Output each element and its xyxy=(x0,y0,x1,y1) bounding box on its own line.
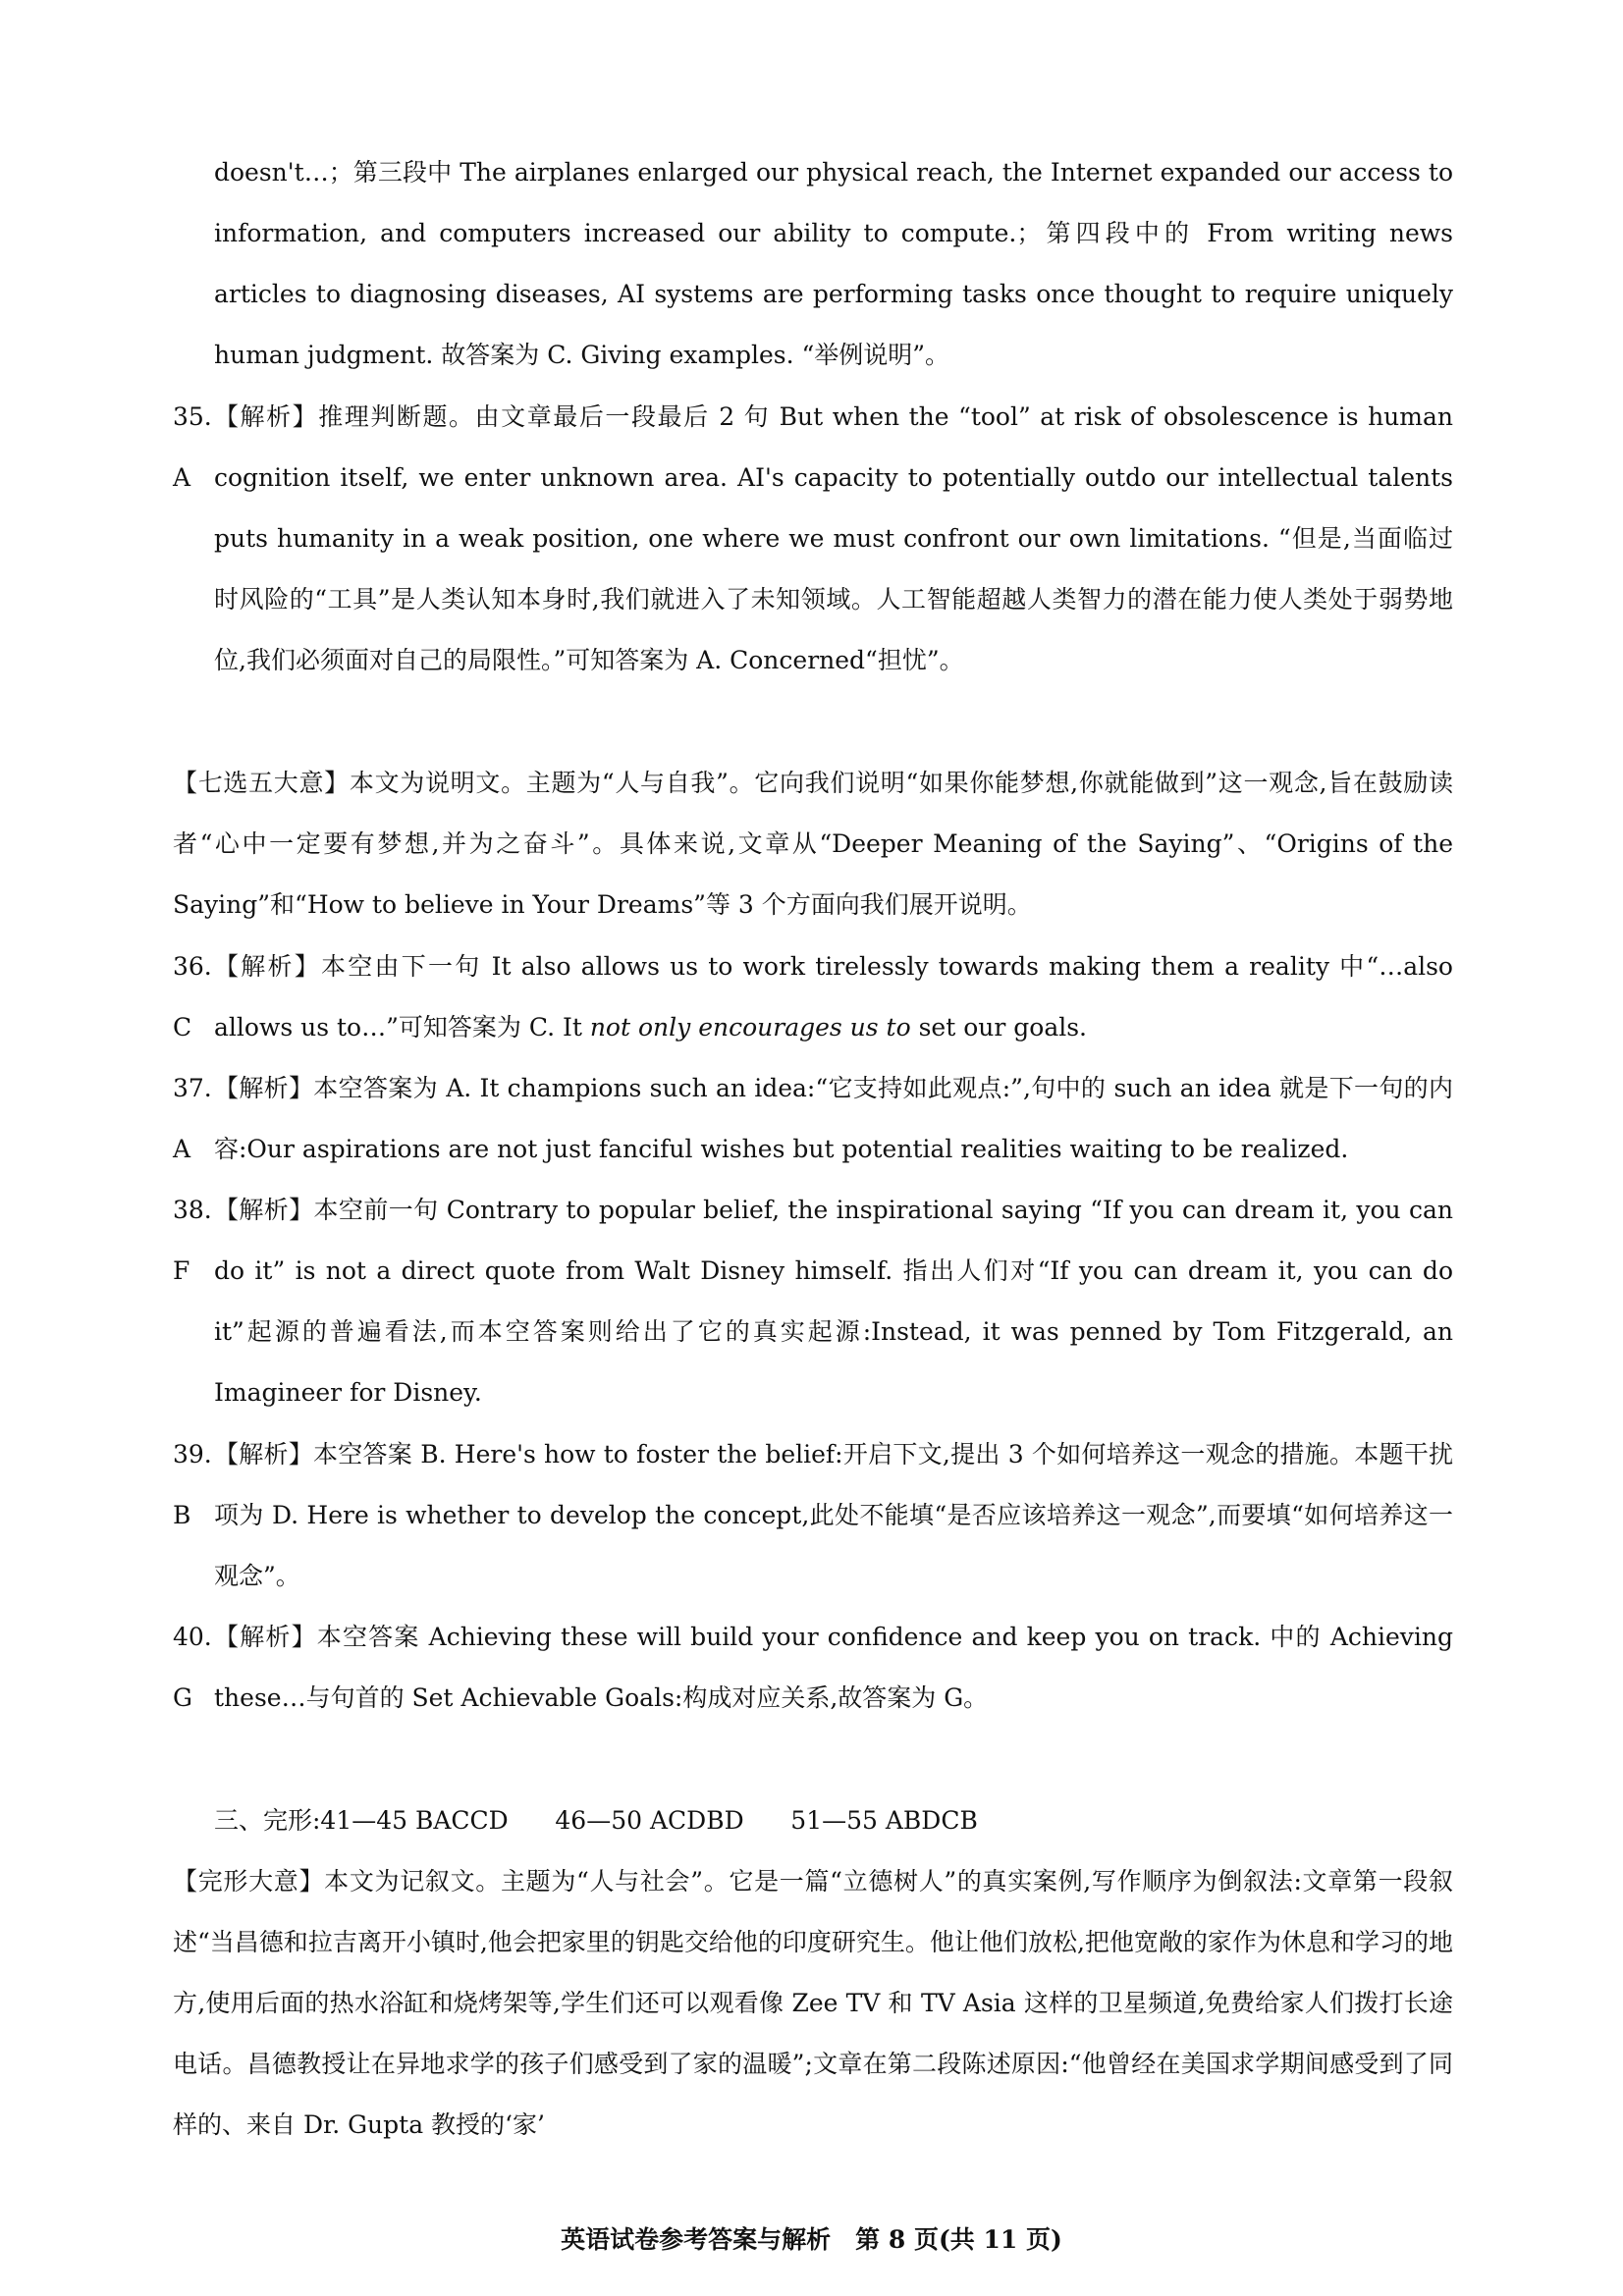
q38-explanation: 【解析】本空前一句 Contrary to popular belief, the inspirational saying “If you can dream it, you can do it” is not a direct quote from Walt Disney himself. 指出人们对“If you can dream it, you can do it”起源的普遍看法,而本空答案则给出了它的真实起源:Instead, it was penned by Tom Fitzgerald, an Imagineer for Disney. xyxy=(214,1196,1453,1407)
q37-answer xyxy=(173,1058,1453,1180)
q36-answer xyxy=(173,936,1453,1058)
question-number: 40. G xyxy=(173,1623,212,1712)
question-number: 35. A xyxy=(173,402,212,492)
q39-explanation: 【解析】本空答案 B. Here's how to foster the belief:开启下文,提出 3 个如何培养这一观念的措施。本题干扰项为 D. Here is whether to develop the concept,此处不能填“是否应该培养这一观念”,而要填“如何培养这一观念”。 xyxy=(214,1440,1453,1590)
q37-explanation: 【解析】本空答案为 A. It champions such an idea:“它支持如此观点:”,句中的 such an idea 就是下一句的内容:Our aspirations are not just fanciful wishes but potential realities waiting to be realized. xyxy=(214,1074,1453,1163)
q39-answer xyxy=(173,1424,1453,1607)
cloze-summary: 【完形大意】本文为记叙文。主题为“人与社会”。它是一篇“立德树人”的真实案例,写作顺序为倒叙法:文章第一段叙述“当昌德和拉吉离开小镇时,他会把家里的钥匙交给他的印度研究生。他让他们放松,把他宽敞的家作为休息和学习的地方,使用后面的热水浴缸和烧烤架等,学生们还可以观看像 Zee TV 和 TV Asia 这样的卫星频道,免费给家人们拨打长途电话。昌德教授让在异地求学的孩子们感受到了家的温暖”;文章在第二段陈述原因:“他曾经在美国求学期间感受到了同样的、来自 Dr. Gupta 教授的‘家’ xyxy=(173,1867,1453,2139)
page-footer: 英语试卷参考答案与解析 第 8 页(共 11 页) xyxy=(561,2225,1062,2254)
q40-explanation: 【解析】本空答案 Achieving these will build your confidence and keep you on track. 中的 Achieving these…与句首的 Set Achievable Goals:构成对应关系,故答案为 G。 xyxy=(214,1623,1453,1712)
question-number: 37. A xyxy=(173,1074,212,1163)
q40-answer xyxy=(173,1607,1453,1729)
question-number: 39. B xyxy=(173,1440,212,1529)
q34-explanation-continuation: doesn't…；第三段中 The airplanes enlarged our physical reach, the Internet expanded our access to information, and computers increased our ability to compute.；第四段中的 From writing news articles to diagnosing diseases, AI systems are performing tasks once thought to require uniquely human judgment. 故答案为 C. Giving examples. “举例说明”。 xyxy=(214,158,1453,369)
question-number: 38. F xyxy=(173,1196,212,1285)
q35-explanation: 【解析】推理判断题。由文章最后一段最后 2 句 But when the “tool” at risk of obsolescence is human cognition itself, we enter unknown area. AI's capacity to potentially outdo our intellectual talents puts humanity in a weak position, one where we must confront our own limitations. “但是,当面临过时风险的“工具”是人类认知本身时,我们就进入了未知领域。人工智能超越人类智力的潜在能力使人类处于弱势地位,我们必须面对自己的局限性。”可知答案为 A. Concerned“担忧”。 xyxy=(214,402,1453,674)
cloze-answers-heading: 三、完形:41—45 BACCD 46—50 ACDBD 51—55 ABDCB xyxy=(214,1806,978,1835)
italic-phrase: not only encourages us to xyxy=(589,1013,911,1041)
q35-answer xyxy=(173,387,1453,691)
q36-explanation: 【解析】本空由下一句 It also allows us to work tirelessly towards making them a reality 中“…also allows us to…”可知答案为 C. It not only encourages us to set our goals. xyxy=(214,952,1453,1041)
seven-choose-five-summary: 【七选五大意】本文为说明文。主题为“人与自我”。它向我们说明“如果你能梦想,你就能做到”这一观念,旨在鼓励读者“心中一定要有梦想,并为之奋斗”。具体来说,文章从“Deeper Meaning of the Saying”、“Origins of the Saying”和“How to believe in Your Dreams”等 3 个方面向我们展开说明。 xyxy=(173,769,1453,919)
q38-answer xyxy=(173,1180,1453,1423)
question-number: 36. C xyxy=(173,952,212,1041)
